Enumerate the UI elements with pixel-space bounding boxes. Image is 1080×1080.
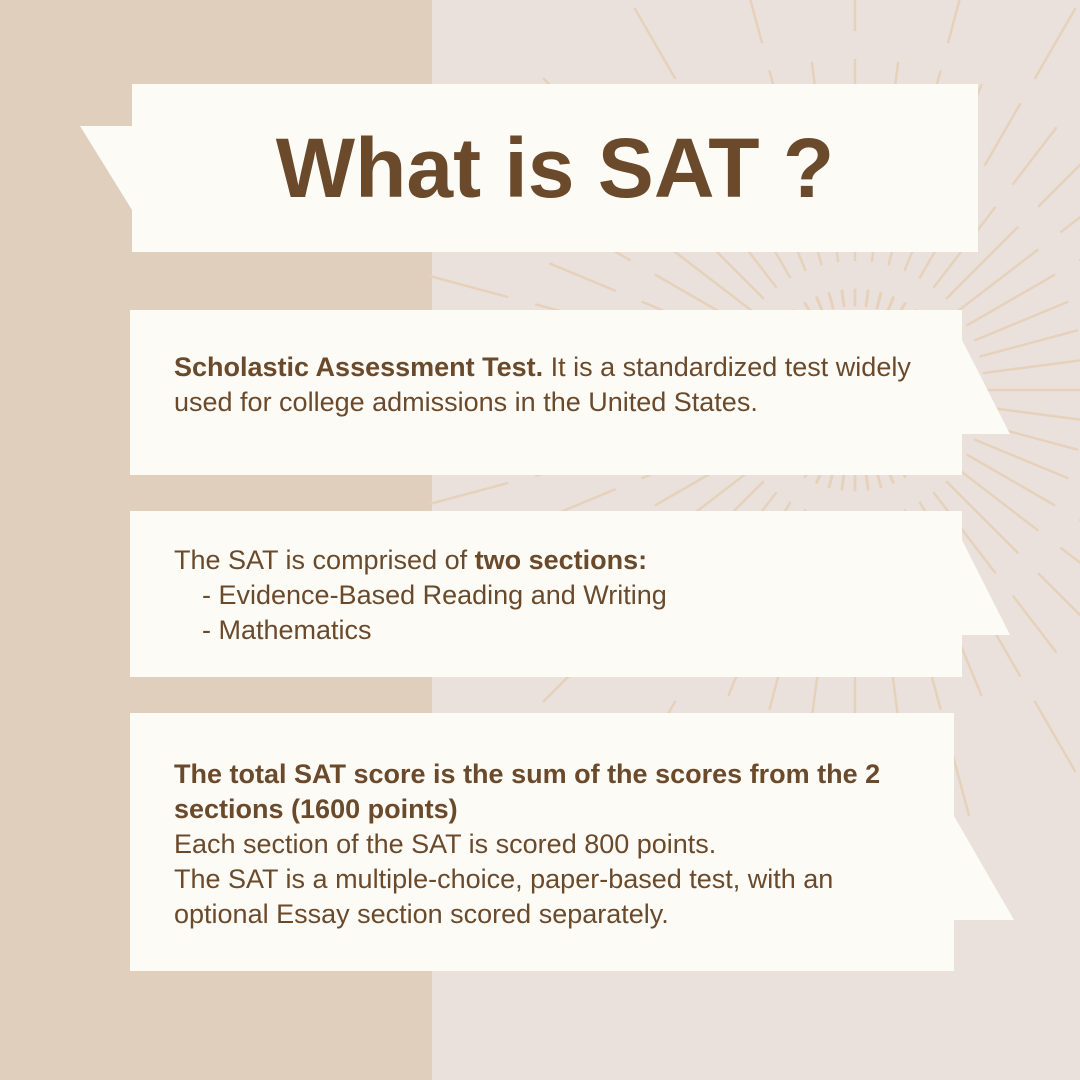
sunburst-ray [958, 250, 1037, 311]
sunburst-ray [866, 291, 868, 306]
sunburst-ray [550, 264, 615, 291]
section-item-reading-writing: - Evidence-Based Reading and Writing [202, 580, 667, 610]
sunburst-ray [958, 469, 1037, 530]
score-heading: The total SAT score is the sum of the scores from the 2 sections (1600 points) [174, 759, 881, 824]
sunburst-ray [866, 474, 868, 489]
sunburst-ray [829, 293, 833, 307]
sunburst-ray [741, 0, 762, 42]
sunburst-ray [673, 250, 752, 311]
sunburst-ray [1035, 702, 1075, 771]
sunburst-ray [1061, 548, 1080, 591]
title-ribbon-tail [80, 124, 140, 212]
card3-ribbon-tail [950, 816, 1016, 926]
sunburst-ray [430, 483, 507, 504]
sections-bold: two sections: [474, 545, 648, 575]
card1-ribbon-tail [958, 340, 1014, 440]
sunburst-ray [948, 0, 969, 42]
sunburst-ray [635, 9, 675, 78]
sections-intro: The SAT is comprised of [174, 545, 475, 575]
sunburst-ray [1013, 596, 1056, 652]
sunburst-ray [842, 291, 844, 306]
score-line-format: The SAT is a multiple-choice, paper-based test, with an optional Essay section scored separately. [174, 864, 834, 929]
sunburst-ray [975, 440, 1067, 478]
score-line-points: Each section of the SAT is scored 800 points. [174, 829, 717, 859]
sunburst-ray [1061, 189, 1080, 232]
sunburst-ray [975, 302, 1067, 340]
sunburst-ray [985, 104, 1020, 165]
score-text [174, 757, 914, 932]
sections-text [174, 543, 934, 648]
sunburst-ray [430, 276, 507, 297]
sunburst-ray [842, 474, 844, 489]
sunburst-ray [1039, 157, 1080, 206]
sunburst-ray [968, 275, 1055, 325]
sunburst-ray [1013, 128, 1056, 184]
definition-body: It is a standardized test widely used for college admissions in the United States. [174, 352, 911, 417]
card2-ribbon-tail [958, 540, 1014, 640]
sunburst-ray [1035, 9, 1075, 78]
page-title: What is SAT ? [275, 120, 835, 215]
sunburst-ray [877, 293, 881, 307]
definition-text [174, 350, 934, 420]
sunburst-ray [1039, 574, 1080, 623]
section-item-mathematics: - Mathematics [202, 615, 372, 645]
definition-bold: Scholastic Assessment Test. [174, 352, 544, 382]
sunburst-ray [968, 455, 1055, 505]
